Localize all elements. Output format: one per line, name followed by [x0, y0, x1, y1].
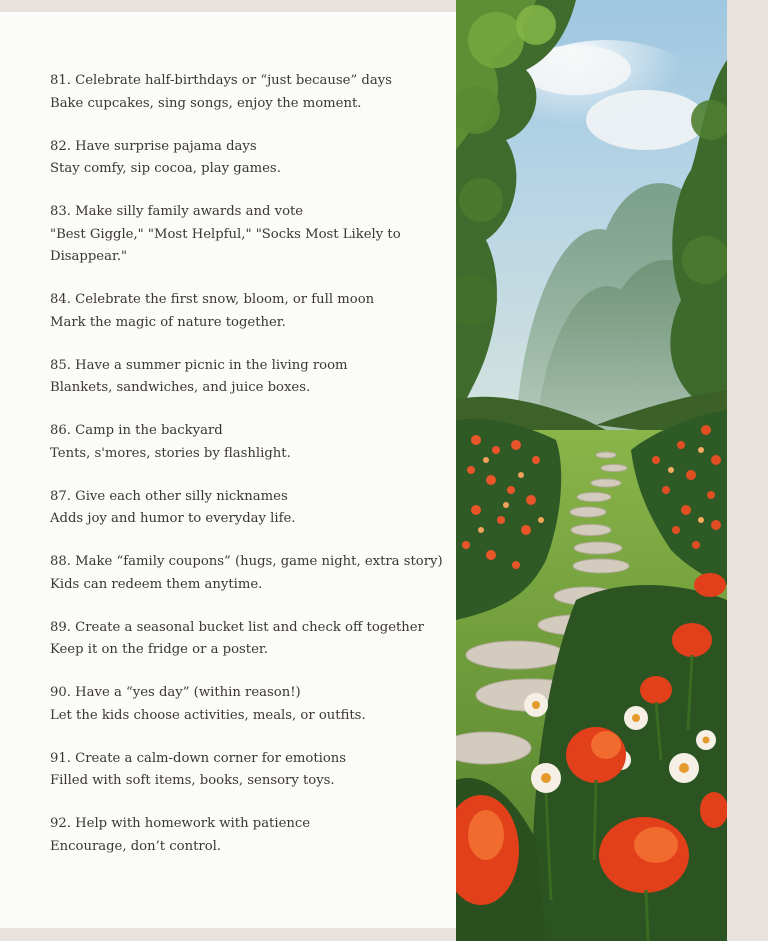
item-description: Keep it on the fridge or a poster. — [50, 642, 268, 657]
item-description: Kids can redeem them anytime. — [50, 576, 263, 592]
list-item — [50, 420, 445, 465]
item-title: 86. Camp in the backyard — [50, 423, 223, 438]
list-item — [50, 136, 445, 181]
list-item — [50, 355, 445, 400]
list-item — [50, 289, 445, 334]
list-item — [50, 748, 445, 793]
item-title: 88. Make “family coupons” (hugs, game night, extra story) — [50, 554, 443, 569]
item-title: 84. Celebrate the first snow, bloom, or full moon — [50, 292, 375, 307]
item-title: 81. Celebrate half-birthdays or “just because” days — [50, 73, 392, 88]
item-description: Tents, s'mores, stories by flashlight. — [50, 445, 291, 461]
list-item — [50, 70, 445, 115]
item-title: 87. Give each other silly nicknames — [50, 488, 288, 504]
item-description: Adds joy and humor to everyday life. — [50, 511, 296, 526]
item-title: 90. Have a “yes day” (within reason!) — [50, 685, 301, 700]
garden-path-photo — [456, 0, 727, 941]
list-item — [50, 551, 445, 596]
list-item — [50, 682, 445, 727]
item-description: "Best Giggle," "Most Helpful," "Socks Most Likely to Disappear." — [50, 226, 401, 264]
text-page — [0, 12, 456, 928]
list-item — [50, 201, 445, 269]
list-item — [50, 813, 445, 858]
item-title: 82. Have surprise pajama days — [50, 138, 257, 154]
item-title: 83. Make silly family awards and vote — [50, 204, 304, 219]
item-title: 92. Help with homework with patience — [50, 816, 311, 831]
item-title: 91. Create a calm-down corner for emotions — [50, 750, 347, 766]
list-item — [50, 617, 445, 662]
list-item — [50, 486, 445, 531]
item-description: Mark the magic of nature together. — [50, 314, 286, 330]
garden-path-illustration — [456, 0, 727, 941]
item-description: Bake cupcakes, sing songs, enjoy the moment. — [50, 95, 362, 111]
item-description: Let the kids choose activities, meals, or outfits. — [50, 707, 366, 723]
activity-list — [50, 70, 445, 879]
item-title: 85. Have a summer picnic in the living room — [50, 357, 348, 373]
item-title: 89. Create a seasonal bucket list and check off together — [50, 619, 424, 635]
item-description: Stay comfy, sip cocoa, play games. — [50, 161, 281, 176]
item-description: Encourage, don’t control. — [50, 838, 222, 854]
item-description: Filled with soft items, books, sensory toys. — [50, 773, 335, 788]
item-description: Blankets, sandwiches, and juice boxes. — [50, 380, 311, 395]
